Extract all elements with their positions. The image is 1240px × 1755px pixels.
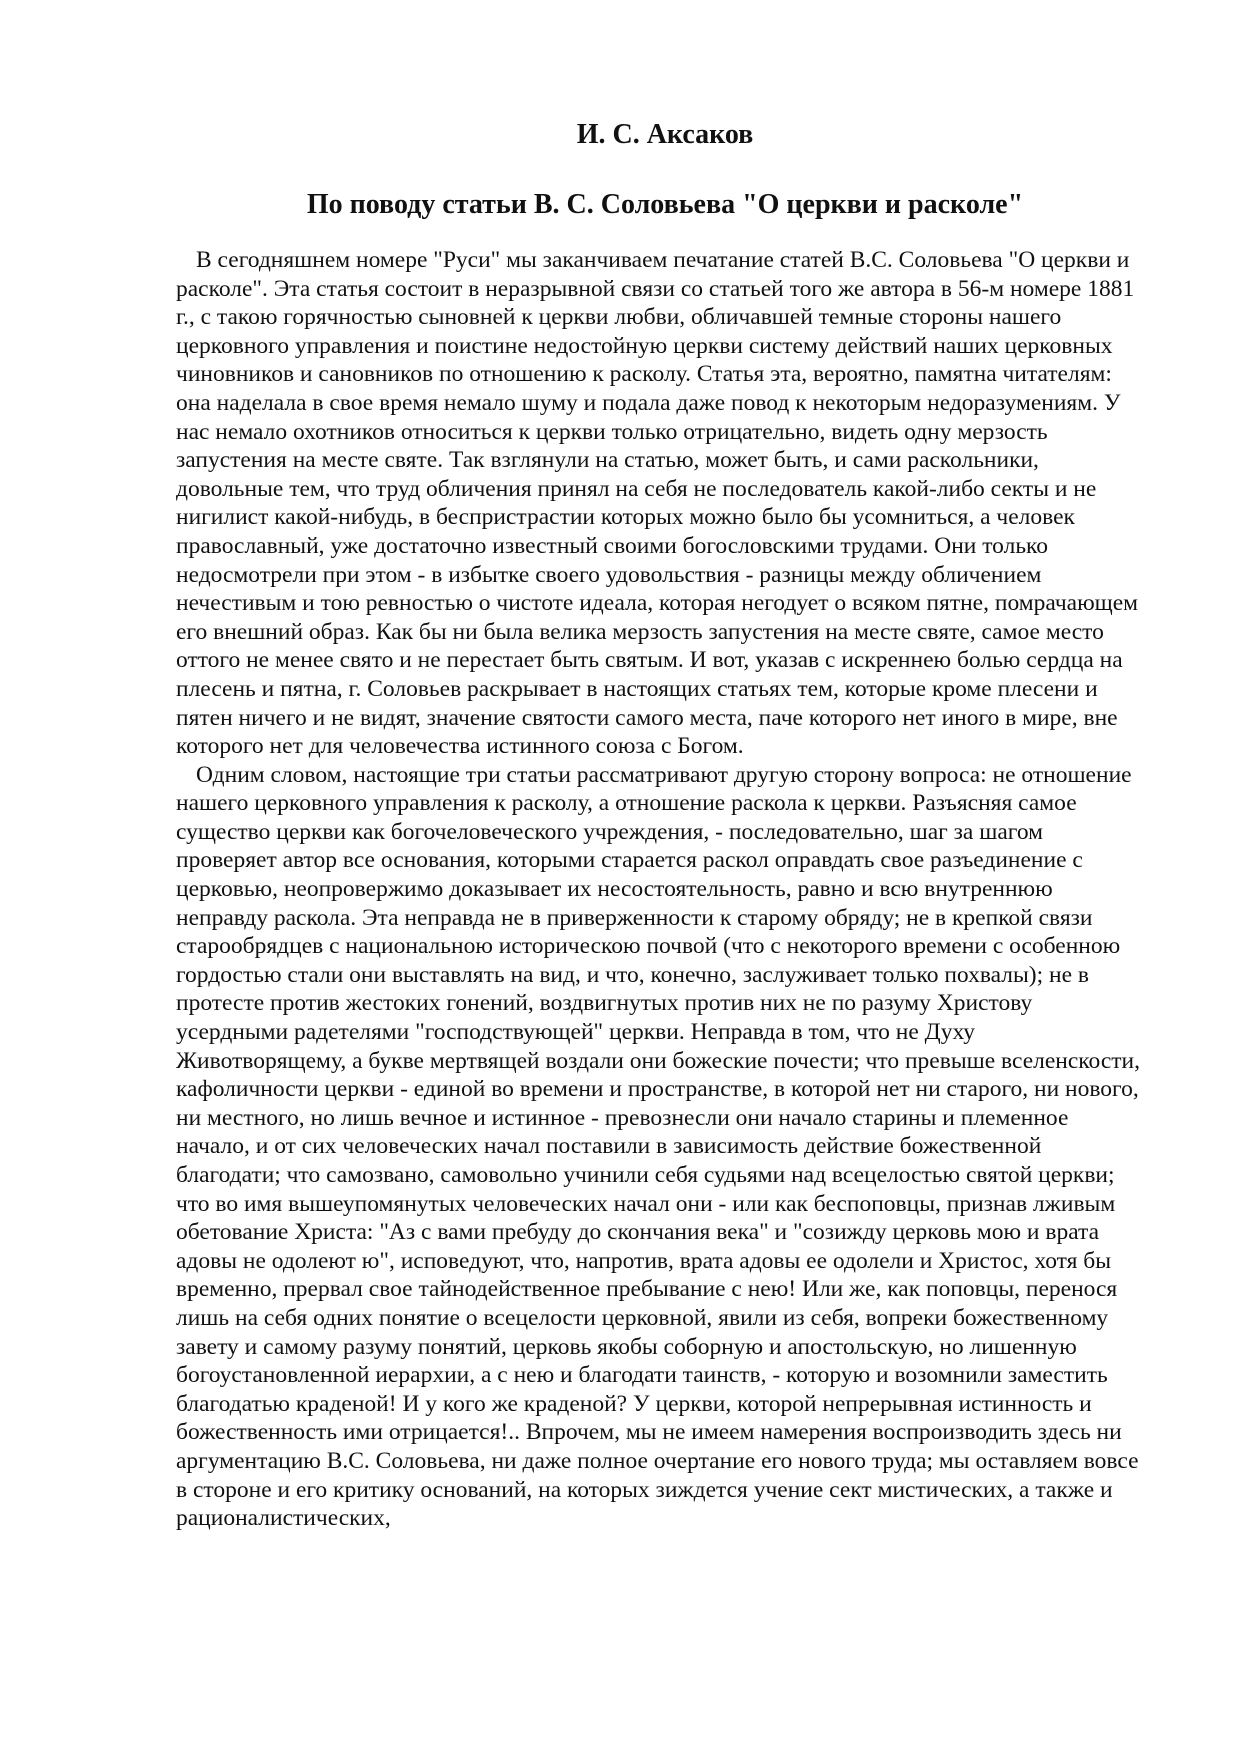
article-body: [176, 246, 1144, 1533]
author-heading: И. С. Аксаков: [576, 119, 754, 150]
article-title: По поводу статьи В. С. Соловьева "О церкви и расколе": [306, 189, 1024, 220]
paragraph-1: В сегодняшнем номере "Руси" мы заканчиваем печатание статей В.С. Соловьева "О церкви и расколе". Эта статья состоит в неразрывной связи со статьей того же автора в 56-м номере 1881 г., с такою горячностью сыновней к церкви любви, обличавшей темные стороны нашего церковного управления и поистине недостойную церкви систему действий наших церковных чиновников и сановников по отношению к расколу. Статья эта, вероятно, памятна читателям: она наделала в свое время немало шуму и подала даже повод к некоторым недоразумениям. У нас немало охотников относиться к церкви только отрицательно, видеть одну мерзость запустения на месте святе. Так взглянули на статью, может быть, и сами раскольники, довольные тем, что труд обличения принял на себя не последователь какой-либо секты и не нигилист какой-нибудь, в беспристрастии которых можно было бы усомниться, а человек православный, уже достаточно известный своими богословскими трудами. Они только недосмотрели при этом - в избытке своего удовольствия - разницы между обличением нечестивым и тою ревностью о чистоте идеала, которая негодует о всяком пятне, помрачающем его внешний образ. Как бы ни была велика мерзость запустения на месте святе, самое место оттого не менее свято и не перестает быть святым. И вот, указав с искреннею болью сердца на плесень и пятна, г. Соловьев раскрывает в настоящих статьях тем, которые кроме плесени и пятен ничего и не видят, значение святости самого места, паче которого нет иного в мире, вне которого нет для человечества истинного союза с Богом.: [176, 247, 1139, 760]
paragraph-2: Одним словом, настоящие три статьи рассматривают другую сторону вопроса: не отношение нашего церковного управления к расколу, а отношение раскола к церкви. Разъясняя самое существо церкви как богочеловеческого учреждения, - последовательно, шаг за шагом проверяет автор все основания, которыми старается раскол оправдать свое разъединение с церковью, неопровержимо доказывает их несостоятельность, равно и всю внутреннюю неправду раскола. Эта неправда не в приверженности к старому обряду; не в крепкой связи старообрядцев с национальною историческою почвой (что с некоторого времени с особенною гордостью стали они выставлять на вид, и что, конечно, заслуживает только похвалы); не в протесте против жестоких гонений, воздвигнутых против них не по разуму Христову усердными радетелями "господствующей" церкви. Неправда в том, что не Духу Животворящему, а букве мертвящей воздали они божеские почести; что превыше вселенскости, кафоличности церкви - единой во времени и пространстве, в которой нет ни старого, ни нового, ни местного, но лишь вечное и истинное - превознесли они начало старины и племенное начало, и от сих человеческих начал поставили в зависимость действие божественной благодати; что самозвано, самовольно учинили себя судьями над всецелостью святой церкви; что во имя вышеупомянутых человеческих начал они - или как беспоповцы, признав лживым обетование Христа: "Аз с вами пребуду до скончания века" и "созижду церковь мою и врата адовы не одолеют ю", исповедуют, что, напротив, врата адовы ее одолели и Христос, хотя бы временно, прервал свое тайнодейственное пребывание с нею! Или же, как поповцы, перенося лишь на себя одних понятие о всецелости церковной, явили из себя, вопреки божественному завету и самому разуму понятий, церковь якобы соборную и апостольскую, но лишенную богоустановленной иерархии, а с нею и благодати таинств, - которую и возомнили заместить благодатью краденой! И у кого же краденой? У церкви, которой непрерывная истинность и божественность ими отрицается!.. Впрочем, мы не имеем намерения воспроизводить здесь ни аргументацию В.С. Соловьева, ни даже полное очертание его нового труда; мы оставляем вовсе в стороне и его критику оснований, на которых зиждется учение сект мистических, а также и рационалистических,: [176, 761, 1140, 1532]
